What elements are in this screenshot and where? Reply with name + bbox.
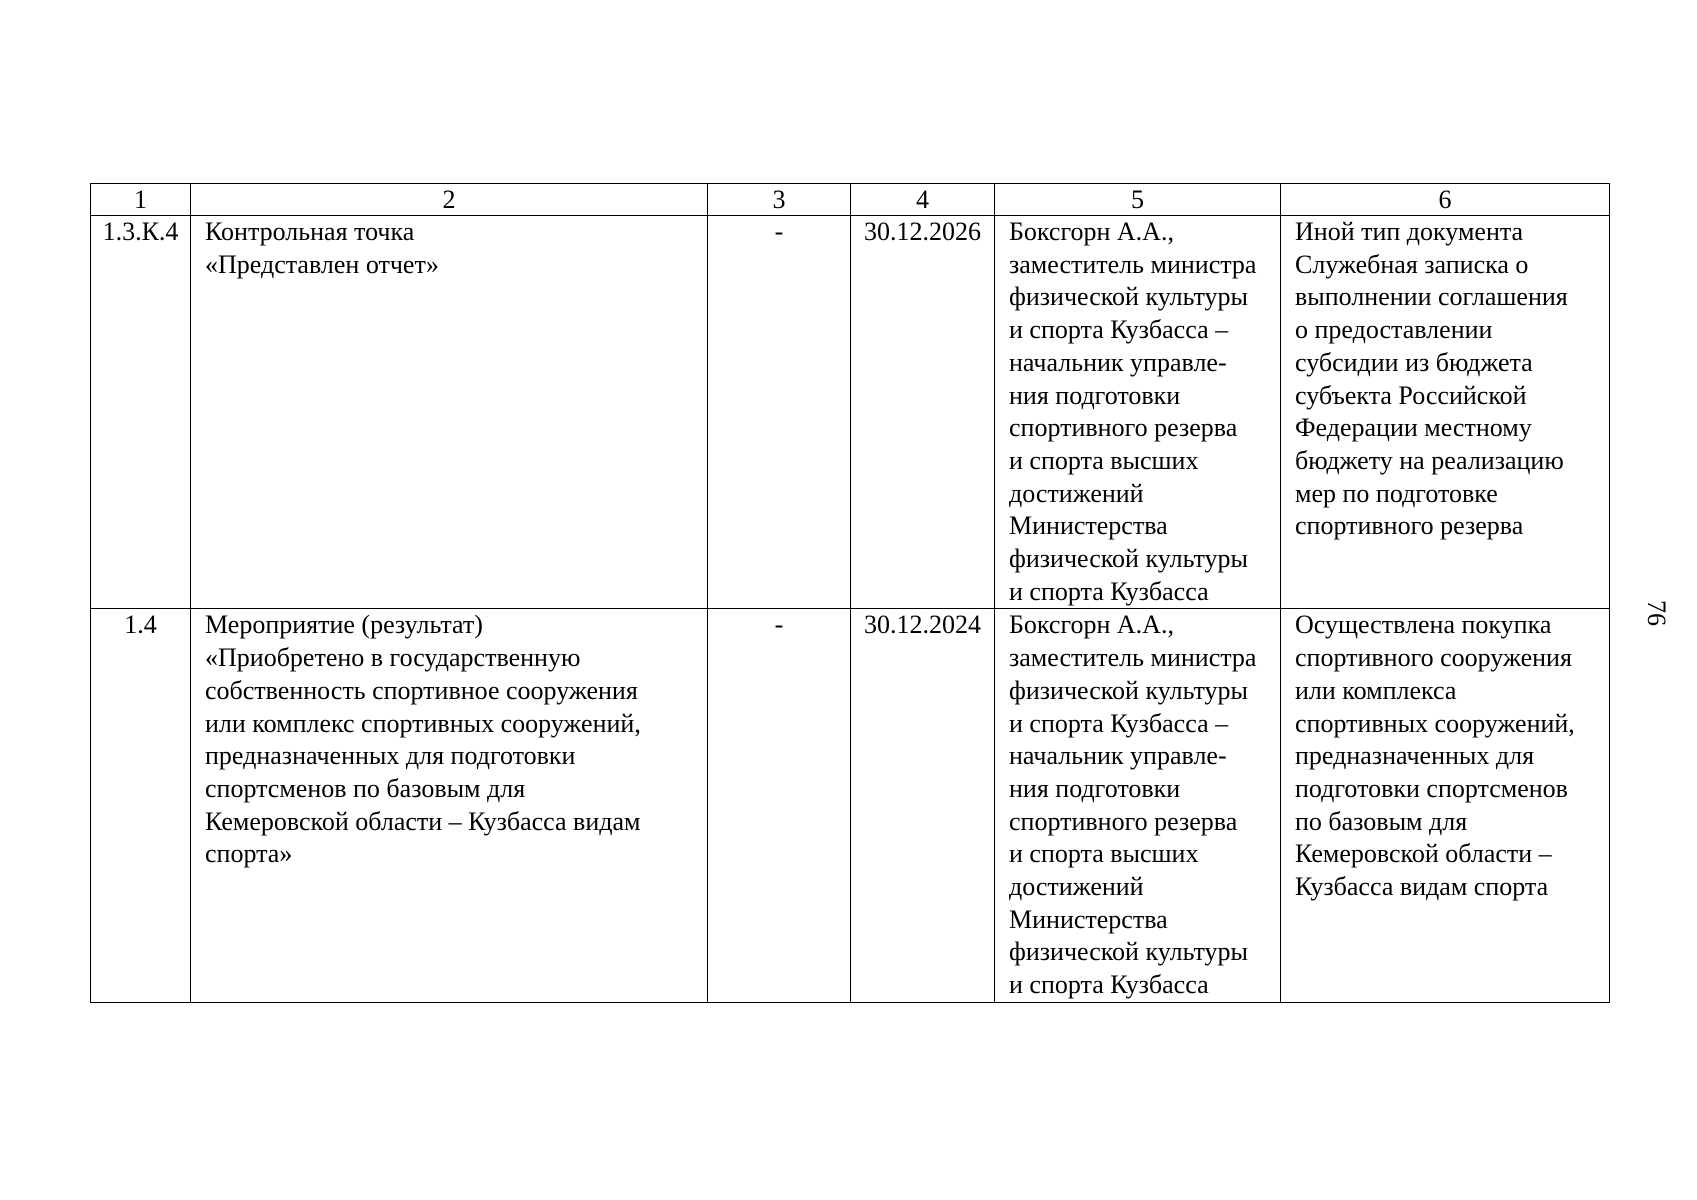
row-number: 1.4 <box>124 610 157 640</box>
column-number-header: 6 <box>1281 184 1610 216</box>
table-row <box>91 216 1610 609</box>
responsible-cell <box>995 216 1281 609</box>
page-number: 76 <box>1642 600 1671 626</box>
responsible-person: Боксгорн А.А., заместитель министра физической культуры и спорта Кузбасса – начальник управле- ния подготовки спортивного резерва и спорта высших достижений Министерства физической культуры и спорта Кузбасса <box>1009 217 1257 606</box>
column-3-value: - <box>774 610 784 640</box>
date-cell <box>851 216 995 609</box>
column-number-header: 3 <box>708 184 851 216</box>
plan-table <box>90 183 1610 1003</box>
document-type: Иной тип документа Служебная записка о выполнении соглашения о предоставлении субсидии из бюджета субъекта Российской Федерации местному бюджету на реализацию мер по подготовке спортивного резерва <box>1295 217 1568 541</box>
document-cell <box>1281 216 1610 609</box>
column-number-header: 2 <box>191 184 708 216</box>
item-name-cell <box>191 216 708 609</box>
responsible-cell <box>995 609 1281 1002</box>
column-number-header: 5 <box>995 184 1281 216</box>
table-header-row <box>91 184 1610 216</box>
document-cell <box>1281 609 1610 1002</box>
document-type: Осуществлена покупка спортивного сооружения или комплекса спортивных сооружений, предназначенных для подготовки спортсменов по базовым для Кемеровской области – Кузбасса видам спорта <box>1295 610 1575 902</box>
responsible-person: Боксгорн А.А., заместитель министра физической культуры и спорта Кузбасса – начальник управле- ния подготовки спортивного резерва и спорта высших достижений Министерства физической культуры и спорта Кузбасса <box>1009 610 1257 1000</box>
item-name-cell <box>191 609 708 1002</box>
item-name: Мероприятие (результат) «Приобретено в государственную собственность спортивное сооружения или комплекс спортивных сооружений, предназначенных для подготовки спортсменов по базовым для Кемеровской области – Кузбасса видам спорта» <box>205 610 641 869</box>
item-name: Контрольная точка «Представлен отчет» <box>205 217 439 279</box>
row-number: 1.3.К.4 <box>102 217 179 246</box>
column-3-cell <box>708 609 851 1002</box>
due-date: 30.12.2026 <box>864 217 981 246</box>
row-number-cell <box>91 609 191 1002</box>
column-number-header: 1 <box>91 184 191 216</box>
due-date: 30.12.2024 <box>864 610 981 640</box>
column-number-header: 4 <box>851 184 995 216</box>
row-number-cell <box>91 216 191 609</box>
column-3-value: - <box>774 217 784 246</box>
column-3-cell <box>708 216 851 609</box>
date-cell <box>851 609 995 1002</box>
table-row <box>91 609 1610 1002</box>
